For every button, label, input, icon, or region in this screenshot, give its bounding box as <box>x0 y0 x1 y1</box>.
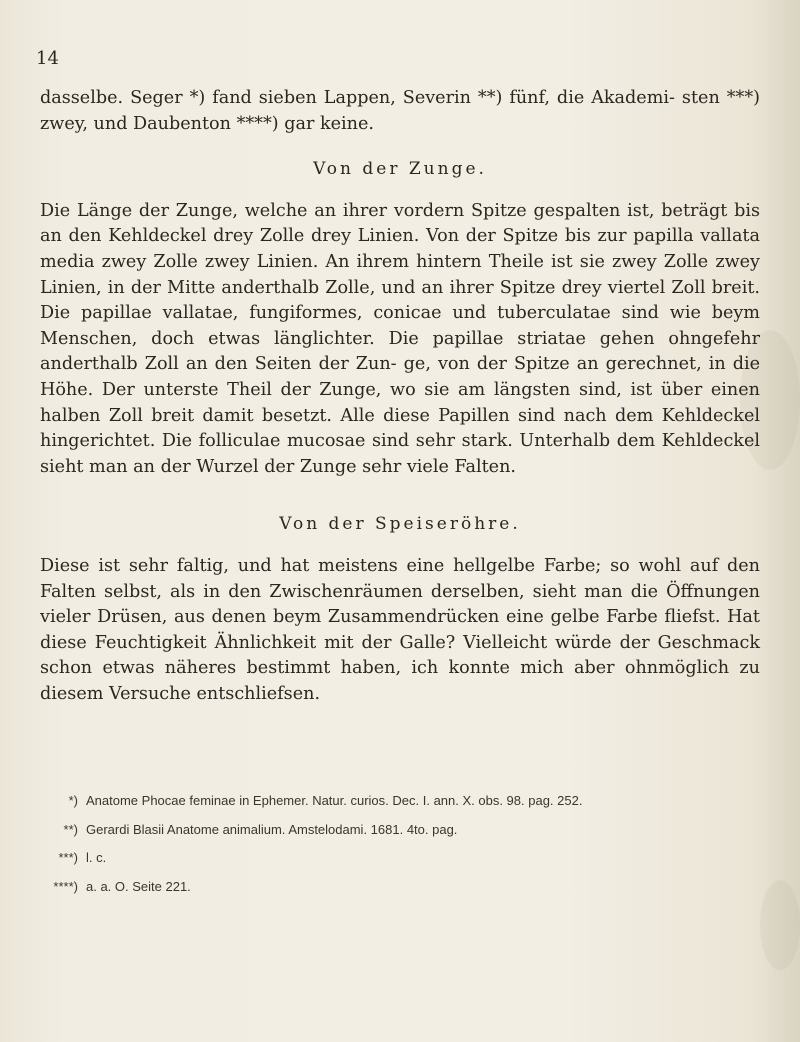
footnote-marker: ***) <box>58 850 78 865</box>
footnote <box>68 787 760 816</box>
footnotes <box>53 787 760 901</box>
section-heading-zunge: Von der Zunge. <box>313 159 487 180</box>
footnote-text: Anatome Phocae feminae in Ephemer. Natur. curios. Dec. I. ann. X. obs. 98. pag. 252. <box>86 793 583 808</box>
footnote-text: Gerardi Blasii Anatome animalium. Amstelodami. 1681. 4to. pag. <box>86 821 458 837</box>
footnote-marker: **) <box>63 821 78 837</box>
footnote-marker: *) <box>68 793 78 808</box>
paper-stain <box>760 880 800 970</box>
footnote-text: l. c. <box>86 850 107 865</box>
footnote <box>63 816 760 845</box>
footnote-marker: ****) <box>53 878 78 894</box>
intro-paragraph: dasselbe. Seger *) fand sieben Lappen, Severin **) fünf, die Akademi- sten ***) zwey, und Daubenton ****) gar keine. <box>40 88 760 134</box>
main-text <box>40 86 760 707</box>
section-paragraph-speiseroehre: Diese ist sehr faltig, und hat meistens eine hellgelbe Farbe; so wohl auf den Falten selbst, als in den Zwischenräumen derselben, sieht man die Öffnungen vieler Drüsen, aus denen beym Zusammendrücken eine gelbe Farbe fliefst. Hat diese Feuchtigkeit Ähnlichkeit mit der Galle? Vielleicht würde der Geschmack schon etwas näheres bestimmt haben, ich konnte mich aber ohnmöglich zu diesem Versuche entschliefsen. <box>40 555 760 704</box>
footnote-text: a. a. O. Seite 221. <box>86 878 191 894</box>
page-number: 14 <box>36 48 59 69</box>
footnote <box>53 873 760 902</box>
section-heading-speiseroehre: Von der Speiseröhre. <box>279 514 521 535</box>
footnote <box>58 844 760 873</box>
section-paragraph-zunge: Die Länge der Zunge, welche an ihrer vordern Spitze gespalten ist, beträgt bis an den Kehldeckel drey Zolle drey Linien. Von der Spitze bis zur papilla vallata media zwey Zolle zwey Linien. An ihrem hintern Theile ist sie zwey Zolle zwey Linien, in der Mitte anderthalb Zolle, und an ihrer Spitze drey viertel Zoll breit. Die papillae vallatae, fungiformes, conicae und tuberculatae sind wie beym Menschen, doch etwas länglichter. Die papillae striatae gehen ohngefehr anderthalb Zoll an den Seiten der Zun- ge, von der Spitze an gerechnet, in die Höhe. Der unterste Theil der Zunge, wo sie am längsten sind, ist über einen halben Zoll breit damit besetzt. Alle diese Papillen sind nach dem Kehldeckel hingerichtet. Die folliculae mucosae sind sehr stark. Unterhalb dem Kehldeckel sieht man an der Wurzel der Zunge sehr viele Falten. <box>40 200 760 477</box>
